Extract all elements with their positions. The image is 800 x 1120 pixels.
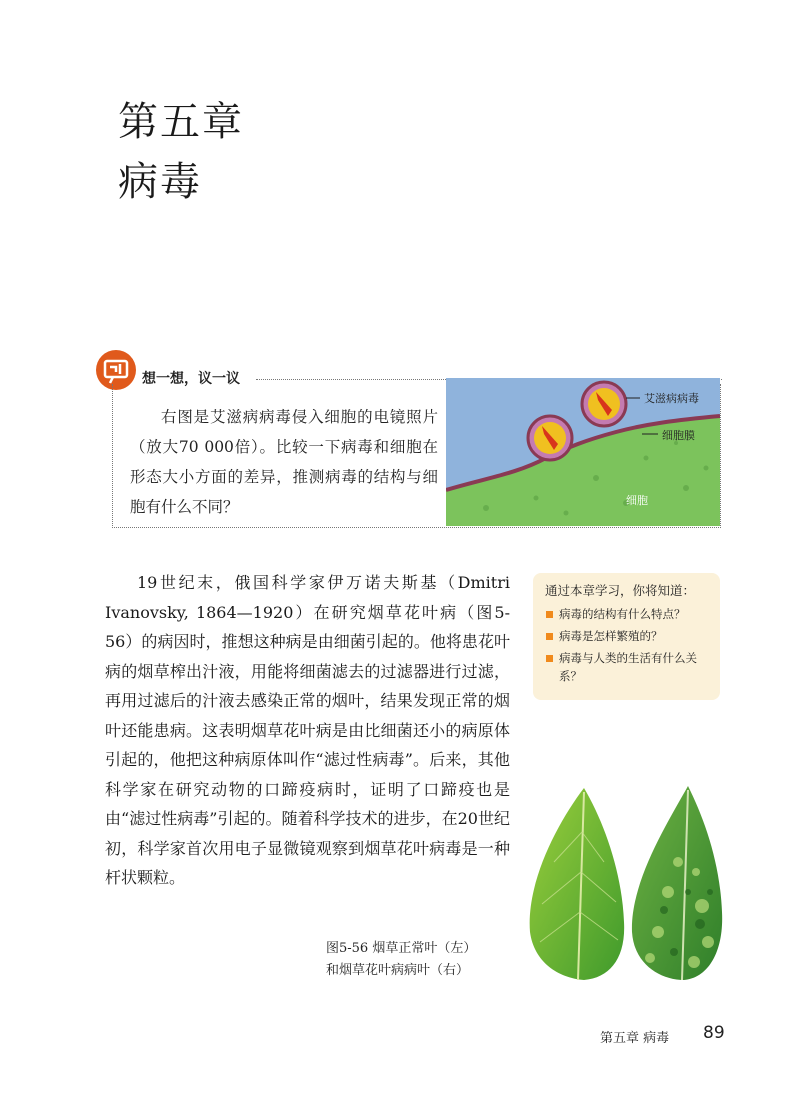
chapter-number: 第五章 [118,99,244,145]
label-membrane: 细胞膜 [662,429,695,442]
caption-line1: 图5-56 烟草正常叶（左） [326,941,477,956]
virus-particle [528,416,572,460]
body-paragraph: 19世纪末，俄国科学家伊万诺夫斯基（Dmitri Ivanovsky, 1864—1920）在研究烟草花叶病（图5-56）的病因时，推想这种病是由细菌引起的。他将患花叶病的烟草榨出汁液，用能将细菌滤去的过滤器进行过滤，再用过滤后的汁液去感染正常的烟叶，结果发现正常的烟叶还能患病。这表明烟草花叶病是由比细菌还小的病原体引起的，他把这种病原体叫作“滤过性病毒”。后来，其他科学家在研究动物的口蹄疫病时，证明了口蹄疫也是由“滤过性病毒”引起的。随着科学技术的进步，在20世纪初，科学家首次用电子显微镜观察到烟草花叶病毒是一种杆状颗粒。 [105,573,510,887]
objective-item: 病毒是怎样繁殖的？ [545,627,710,645]
objectives-title: 通过本章学习，你将知道： [545,583,696,598]
healthy-leaf [530,788,625,980]
chapter-title [118,92,244,212]
hiv-micrograph [446,378,720,526]
running-footer: 第五章 病毒 [600,1031,670,1046]
figure-caption [326,938,476,982]
objective-item: 病毒与人类的生活有什么关系？ [545,649,710,685]
caption-line2: 和烟草花叶病病叶（右） [326,963,470,978]
label-cell: 细胞 [626,494,648,507]
objective-item: 病毒的结构有什么特点？ [545,605,710,623]
think-question: 右图是艾滋病病毒侵入细胞的电镜照片（放大70 000倍）。比较一下病毒和细胞在形态大小方面的差异，推测病毒的结构与细胞有什么不同？ [130,408,438,516]
diseased-leaf [632,786,722,980]
virus-particle [582,382,626,426]
learning-objectives-box [533,573,720,700]
objectives-list [545,605,710,685]
chapter-name: 病毒 [118,159,202,205]
think-heading: 想一想，议一议 [142,371,240,387]
label-hiv: 艾滋病病毒 [644,392,699,405]
tobacco-leaves-figure [518,782,730,982]
page-number: 89 [703,1023,725,1043]
